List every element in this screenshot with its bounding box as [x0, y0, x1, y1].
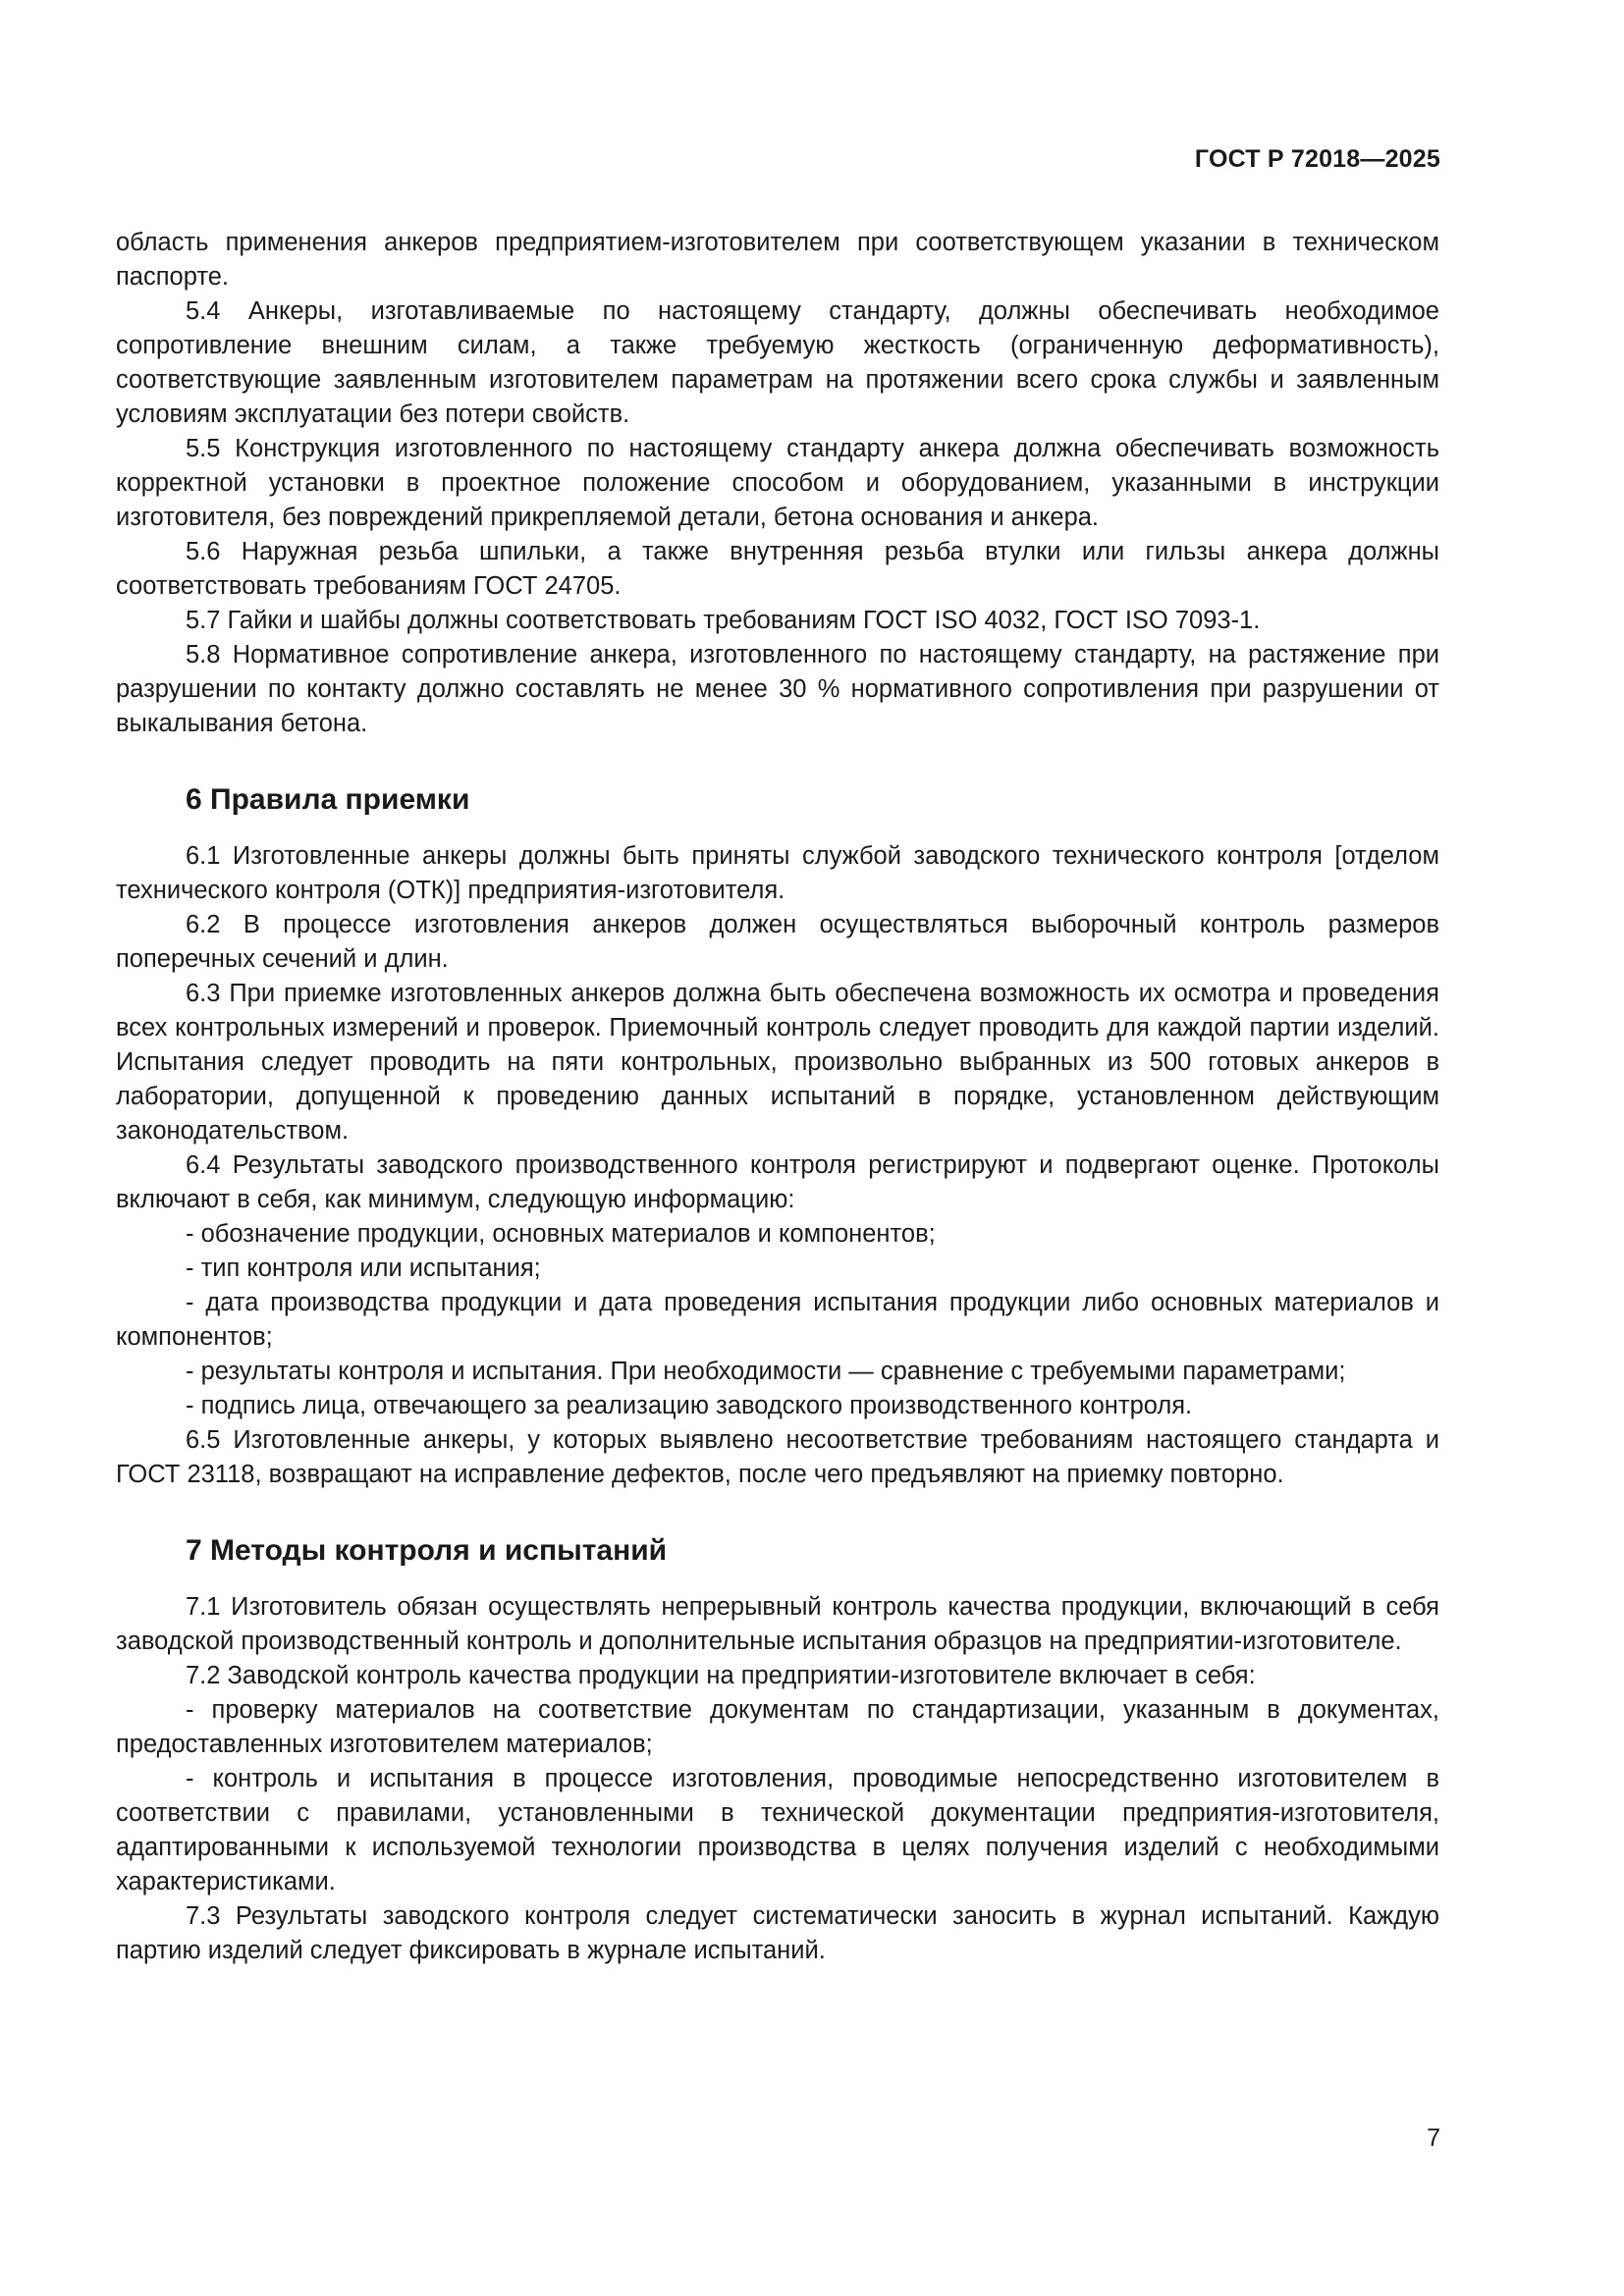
section-heading-7: 7 Методы контроля и испытаний — [186, 1534, 668, 1567]
document-code-header: ГОСТ Р 72018—2025 — [1194, 145, 1440, 173]
paragraph-scope-continuation: область применения анкеров предприятием-изготовителем при соответствующем указании в техническом паспорте. — [116, 229, 1439, 291]
paragraph-7-3: 7.3 Результаты заводского контроля следует систематически заносить в журнал испытаний. Каждую партию изделий следует фиксировать в журнале испытаний. — [116, 1902, 1439, 1964]
paragraph-6-1: 6.1 Изготовленные анкеры должны быть приняты службой заводского технического контроля [отделом технического контроля (ОТК)] предприятия-изготовителя. — [116, 842, 1439, 904]
list-item: - обозначение продукции, основных материалов и компонентов; — [186, 1220, 936, 1248]
section-heading-6: 6 Правила приемки — [186, 783, 470, 816]
paragraph-5-7: 5.7 Гайки и шайбы должны соответствовать требованиям ГОСТ ISO 4032, ГОСТ ISO 7093-1. — [186, 607, 1261, 634]
paragraph-6-4: 6.4 Результаты заводского производственного контроля регистрируют и подвергают оценке. Протоколы включают в себя, как минимум, следующую информацию: — [116, 1151, 1439, 1213]
paragraph-6-3: 6.3 При приемке изготовленных анкеров должна быть обеспечена возможность их осмотра и проведения всех контрольных измерений и проверок. Приемочный контроль следует проводить для каждой партии изделий. Испытания следует проводить на пяти контрольных, произвольно выбранных из 500 готовых анкеров в лаборатории, допущенной к проведению данных испытаний в порядке, установленном действующим законодательством. — [116, 980, 1439, 1145]
paragraph-6-2: 6.2 В процессе изготовления анкеров должен осуществляться выборочный контроль размеров поперечных сечений и длин. — [116, 911, 1439, 973]
list-item: - контроль и испытания в процессе изготовления, проводимые непосредственно изготовителем в соответствии с правилами, установленными в технической документации предприятия-изготовителя, адаптированными к используемой технологии производства в целях получения изделий с необходимыми характеристиками. — [116, 1765, 1439, 1896]
document-body — [116, 226, 1439, 1968]
page-number: 7 — [1427, 2124, 1440, 2152]
paragraph-5-8: 5.8 Нормативное сопротивление анкера, изготовленного по настоящему стандарту, на растяжение при разрушении по контакту должно составлять не менее 30 % нормативного сопротивления при разрушении от выкалывания бетона. — [116, 641, 1439, 737]
paragraph-7-2: 7.2 Заводской контроль качества продукции на предприятии-изготовителе включает в себя: — [186, 1662, 1256, 1689]
paragraph-5-5: 5.5 Конструкция изготовленного по настоящему стандарту анкера должна обеспечивать возможность корректной установки в проектное положение способом и оборудованием, указанными в инструкции изготовителя, без повреждений прикрепляемой детали, бетона основания и анкера. — [116, 435, 1439, 531]
paragraph-7-1: 7.1 Изготовитель обязан осуществлять непрерывный контроль качества продукции, включающий в себя заводской производственный контроль и дополнительные испытания образцов на предприятии-изготовителе. — [116, 1593, 1439, 1655]
paragraph-5-4: 5.4 Анкеры, изготавливаемые по настоящему стандарту, должны обеспечивать необходимое сопротивление внешним силам, а также требуемую жесткость (ограниченную деформативность), соответствующие заявленным изготовителем параметрам на протяжении всего срока службы и заявленным условиям эксплуатации без потери свойств. — [116, 297, 1439, 428]
list-item: - результаты контроля и испытания. При необходимости — сравнение с требуемыми параметрами; — [186, 1358, 1346, 1385]
list-item: - дата производства продукции и дата проведения испытания продукции либо основных материалов и компонентов; — [116, 1289, 1439, 1351]
list-item: - проверку материалов на соответствие документам по стандартизации, указанным в документах, предоставленных изготовителем материалов; — [116, 1696, 1439, 1758]
list-item: - подпись лица, отвечающего за реализацию заводского производственного контроля. — [186, 1392, 1193, 1419]
paragraph-5-6: 5.6 Наружная резьба шпильки, а также внутренняя резьба втулки или гильзы анкера должны соответствовать требованиям ГОСТ 24705. — [116, 538, 1439, 600]
paragraph-6-5: 6.5 Изготовленные анкеры, у которых выявлено несоответствие требованиям настоящего стандарта и ГОСТ 23118, возвращают на исправление дефектов, после чего предъявляют на приемку повторно. — [116, 1426, 1439, 1488]
list-item: - тип контроля или испытания; — [186, 1255, 541, 1282]
